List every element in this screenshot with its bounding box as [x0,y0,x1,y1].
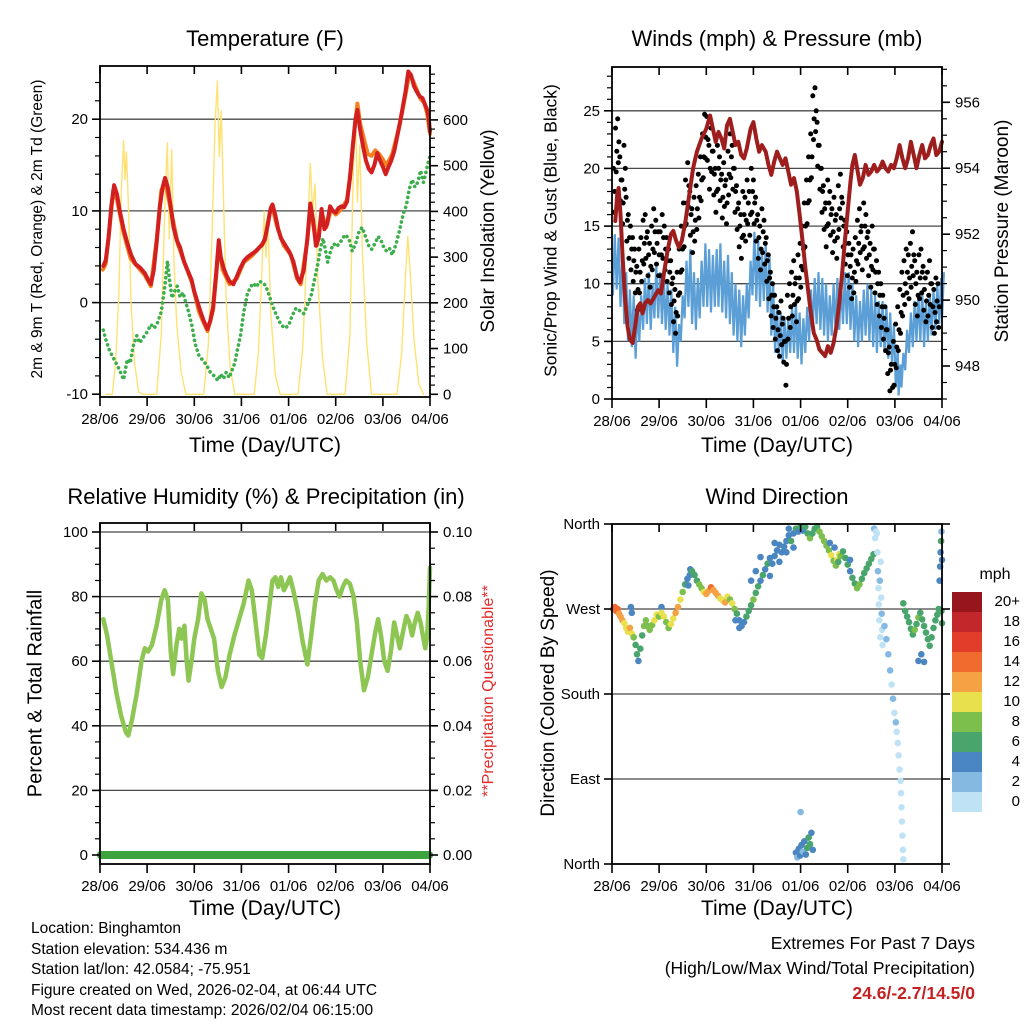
svg-text:0: 0 [79,846,88,864]
legend-swatch-10 [952,692,982,712]
svg-text:20: 20 [71,111,88,129]
legend-swatch-12 [952,672,982,692]
legend-label-6: 6 [1011,733,1020,750]
svg-text:West: West [566,601,600,618]
svg-text:20: 20 [583,160,600,178]
legend-label-0: 0 [1011,793,1020,810]
svg-text:30/06: 30/06 [175,411,214,428]
svg-text:02/06: 02/06 [828,413,867,430]
xlabel-wind-direction: Time (Day/UTC) [700,897,854,920]
legend-label-2: 2 [1011,773,1020,790]
svg-text:30/06: 30/06 [687,878,726,895]
ylabel-percent-rainfall-left: Percent & Total Rainfall [24,589,47,798]
svg-text:02/06: 02/06 [316,878,355,895]
legend-label-4: 4 [1011,753,1020,770]
panel-title-winds-pressure: Winds (mph) & Pressure (mb) [631,26,923,51]
legend-label-14: 14 [1003,653,1020,670]
svg-text:01/06: 01/06 [269,878,308,895]
svg-text:North: North [563,516,600,533]
svg-text:20: 20 [71,782,88,800]
svg-text:950: 950 [955,292,981,310]
xlabel-winds: Time (Day/UTC) [700,434,854,457]
svg-text:600: 600 [443,111,469,129]
svg-text:31/06: 31/06 [734,878,773,895]
svg-text:31/06: 31/06 [222,411,261,428]
svg-text:40: 40 [71,717,88,735]
svg-text:04/06: 04/06 [411,878,449,895]
svg-text:0.04: 0.04 [443,717,473,735]
svg-text:0: 0 [443,386,452,404]
ylabel-pressure-right: Station Pressure (Maroon) [992,119,1013,343]
svg-text:02/06: 02/06 [828,878,867,895]
figure-created-timestamp: Figure created on Wed, 2026-02-04, at 06:44 UTC [31,981,378,999]
svg-text:28/06: 28/06 [81,411,119,428]
svg-text:29/06: 29/06 [640,878,678,895]
legend-label-18: 18 [1003,613,1020,630]
svg-text:28/06: 28/06 [593,413,631,430]
svg-text:25: 25 [583,102,600,120]
svg-text:0.00: 0.00 [443,846,473,864]
ylabel-temperature-left: 2m & 9m T (Red, Orange) & 2m Td (Green) [29,79,46,379]
extremes-subheading: (High/Low/Max Wind/Total Precipitation) [664,958,975,978]
xlabel-humidity: Time (Day/UTC) [188,897,342,920]
svg-text:0.02: 0.02 [443,782,473,800]
svg-text:01/06: 01/06 [781,878,820,895]
chart-temperature-f- [66,66,468,428]
ylabel-wind-gust-left: Sonic/Prop Wind & Gust (Blue, Black) [540,84,561,377]
svg-text:100: 100 [62,524,88,542]
legend-title-mph: mph [979,566,1011,583]
svg-text:30/06: 30/06 [687,413,726,430]
svg-text:29/06: 29/06 [128,878,166,895]
legend-label-20+: 20+ [994,593,1020,610]
svg-text:28/06: 28/06 [81,878,119,895]
legend-label-8: 8 [1011,713,1020,730]
svg-text:30/06: 30/06 [175,878,214,895]
legend-label-12: 12 [1003,673,1020,690]
svg-text:500: 500 [443,157,469,175]
svg-text:80: 80 [71,588,88,606]
svg-text:04/06: 04/06 [923,878,961,895]
panel-title-temperature: Temperature (F) [186,26,344,51]
station-info [31,919,377,1022]
station-elevation: Station elevation: 534.436 m [31,940,228,958]
legend-swatch-20+ [952,592,982,612]
svg-text:01/06: 01/06 [781,413,820,430]
legend-swatch-4 [952,752,982,772]
station-location: Location: Binghamton [31,920,181,937]
svg-text:10: 10 [71,202,88,220]
svg-text:-10: -10 [66,386,88,404]
svg-text:60: 60 [71,653,88,671]
most-recent-data-timestamp: Most recent data timestamp: 2026/02/04 06:15:00 [31,1002,374,1019]
svg-text:North: North [563,856,600,873]
svg-text:400: 400 [443,203,469,221]
legend-label-16: 16 [1003,633,1020,650]
svg-text:956: 956 [955,94,981,112]
ylabel-solar-right: Solar Insolation (Yellow) [478,129,499,333]
svg-text:952: 952 [955,226,981,244]
svg-text:03/06: 03/06 [876,878,914,895]
svg-text:East: East [569,771,600,788]
station-latlon: Station lat/lon: 42.0584; -75.951 [31,961,251,978]
svg-text:300: 300 [443,249,469,267]
svg-text:04/06: 04/06 [411,411,449,428]
svg-text:0.10: 0.10 [443,524,473,542]
chart-relative-humidity-precipitation-in- [63,523,472,895]
svg-text:0.06: 0.06 [443,653,473,671]
svg-text:948: 948 [955,358,981,376]
svg-text:29/06: 29/06 [640,413,678,430]
svg-text:0: 0 [79,294,88,312]
xlabel-temperature: Time (Day/UTC) [188,434,342,457]
svg-text:03/06: 03/06 [364,878,402,895]
legend-swatch-18 [952,612,982,632]
svg-text:15: 15 [583,218,600,236]
legend-label-10: 10 [1003,693,1020,710]
legend-swatch-14 [952,652,982,672]
chart-wind-direction [561,516,961,895]
svg-text:01/06: 01/06 [269,411,308,428]
legend-swatch-6 [952,732,982,752]
extremes-block [455,931,975,1006]
svg-text:954: 954 [955,160,981,178]
svg-text:02/06: 02/06 [316,411,355,428]
legend-swatch-2 [952,772,982,792]
chart-winds-mph-pressure-mb- [583,67,980,430]
ylabel-precip-questionable-right: **Precipitation Questionable** [480,585,497,797]
panel-title-humidity-precip: Relative Humidity (%) & Precipitation (in) [67,484,465,509]
svg-text:5: 5 [591,333,600,351]
svg-text:0: 0 [591,391,600,408]
svg-text:31/06: 31/06 [734,413,773,430]
legend-swatch-8 [952,712,982,732]
svg-text:31/06: 31/06 [222,878,261,895]
svg-text:10: 10 [583,275,600,293]
extremes-heading: Extremes For Past 7 Days [770,933,975,953]
svg-text:03/06: 03/06 [364,411,402,428]
svg-text:28/06: 28/06 [593,878,631,895]
svg-text:0.08: 0.08 [443,588,473,606]
ylabel-direction-left: Direction (Colored By Speed) [538,569,559,817]
svg-text:South: South [560,686,600,703]
panel-title-wind-direction: Wind Direction [705,484,849,509]
svg-text:29/06: 29/06 [128,411,166,428]
svg-text:100: 100 [443,340,469,358]
extremes-values: 24.6/-2.7/14.5/0 [852,983,975,1003]
svg-text:03/06: 03/06 [876,413,914,430]
legend-swatch-0 [952,792,982,812]
svg-text:04/06: 04/06 [923,413,961,430]
svg-text:200: 200 [443,294,469,312]
legend-swatch-16 [952,632,982,652]
